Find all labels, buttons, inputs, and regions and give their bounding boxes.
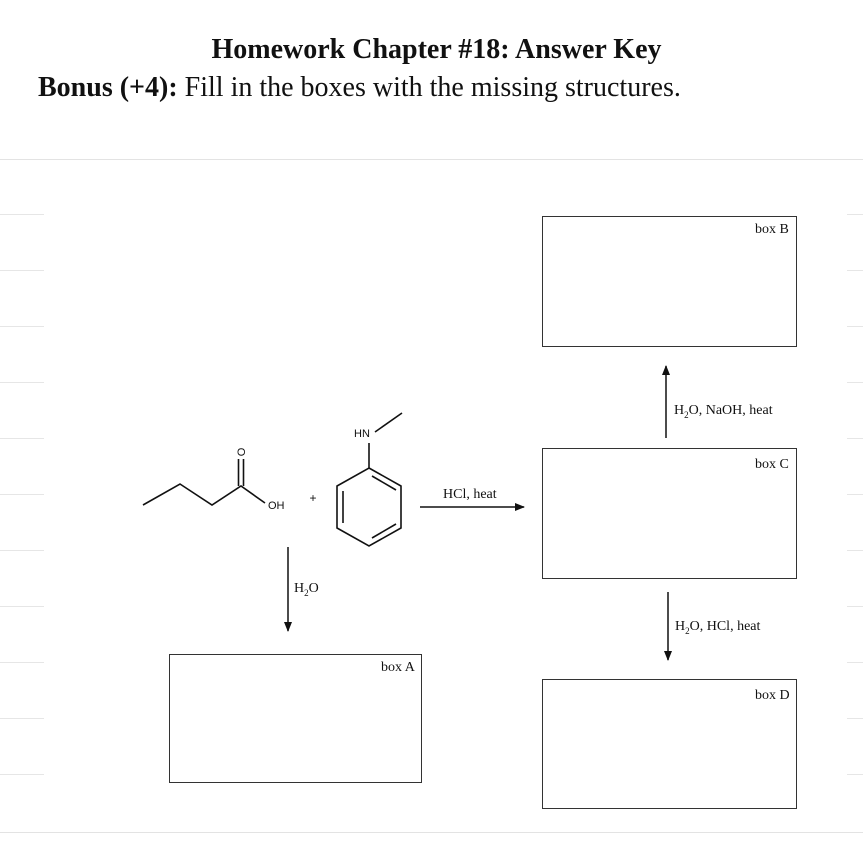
page-title: Homework Chapter #18: Answer Key: [211, 34, 662, 65]
box-b-label: box B: [755, 222, 789, 237]
box-a-label: box A: [381, 660, 415, 675]
carbonyl-oxygen-label: O: [236, 447, 248, 457]
box-d-label: box D: [755, 688, 790, 703]
hcl-heat-condition: HCl, heat: [443, 487, 497, 502]
water-condition: $H_2O$: [294, 581, 319, 598]
box-c-label: box C: [755, 457, 789, 472]
bonus-text: Fill in the boxes with the missing structures.: [184, 72, 681, 103]
answer-box-c[interactable]: [542, 448, 797, 579]
bonus-label: Bonus (+4):: [38, 72, 178, 103]
butanoic-acid-structure: [143, 459, 265, 505]
acid-oh-label: OH: [268, 500, 285, 512]
naoh-heat-condition: $H_2O$, NaOH, heat: [674, 403, 773, 420]
answer-box-b[interactable]: [542, 216, 797, 347]
plus-sign: +: [309, 491, 317, 505]
amine-hn-label: HN: [354, 428, 370, 440]
answer-box-d[interactable]: [542, 679, 797, 809]
answer-box-a[interactable]: [169, 654, 422, 783]
hcl-hydrolysis-condition: $H_2O$, HCl, heat: [675, 619, 761, 636]
